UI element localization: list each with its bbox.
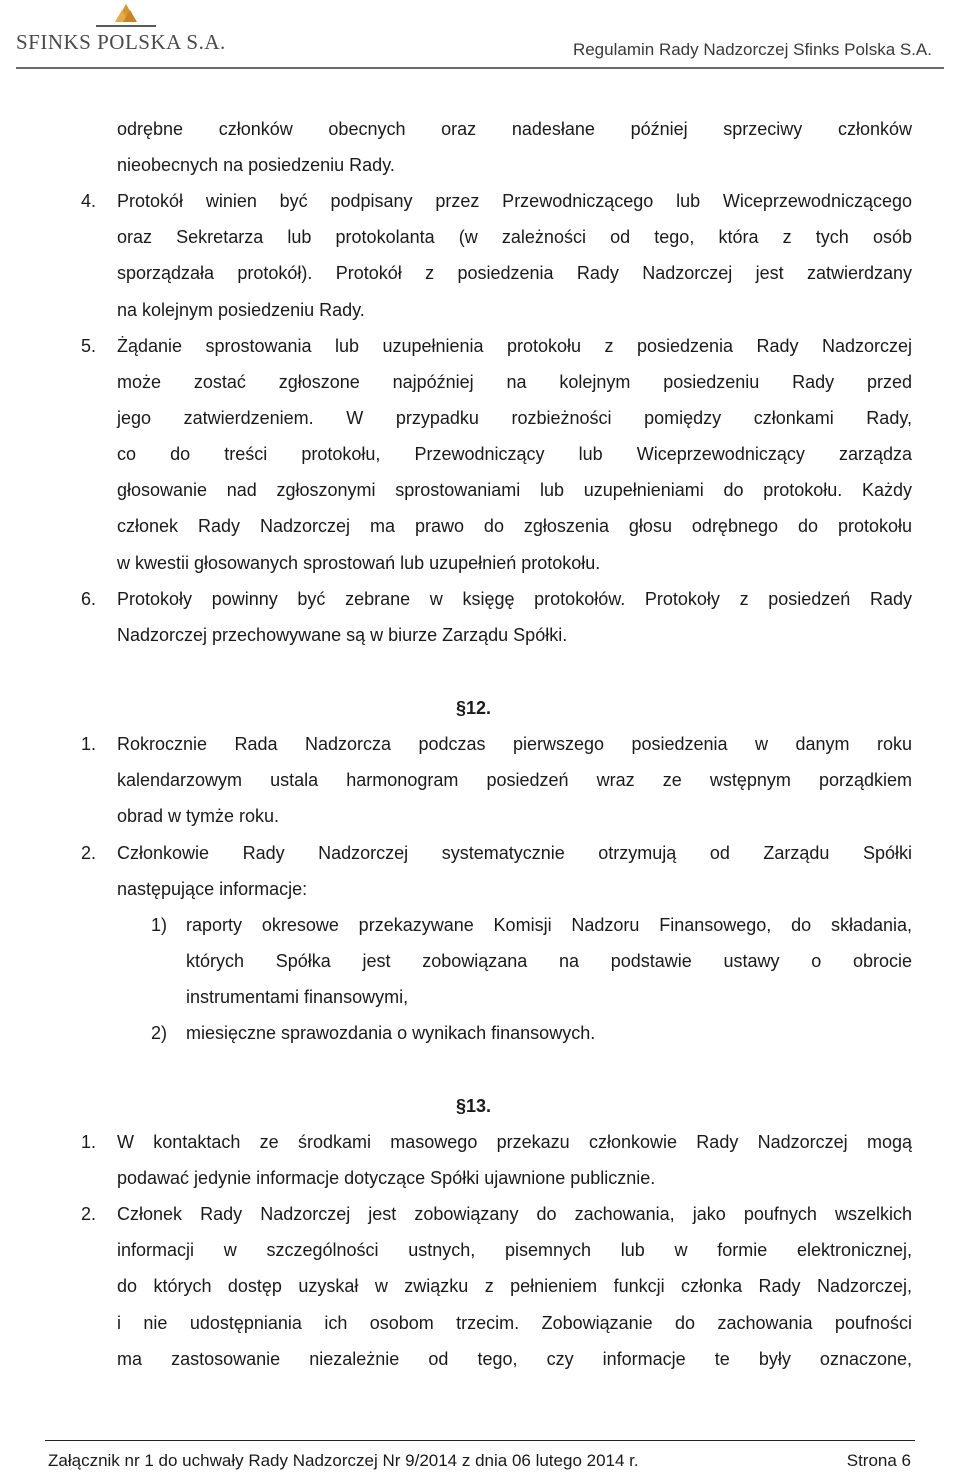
paragraph-line: kalendarzowym ustala harmonogram posiedzeń wraz ze wstępnym porządkiem [117, 770, 912, 790]
section-heading: §12. [456, 698, 492, 718]
list-number: 2. [81, 1204, 97, 1224]
paragraph-line: Rokrocznie Rada Nadzorcza podczas pierwszego posiedzenia w danym roku [117, 734, 912, 754]
list-number: 1. [81, 734, 97, 754]
section-heading: §13. [456, 1096, 492, 1116]
paragraph-line: podawać jedynie informacje dotyczące Spółki ujawnione publicznie. [117, 1168, 656, 1188]
list-number: 6. [81, 589, 97, 609]
paragraph-line: Żądanie sprostowania lub uzupełnienia protokołu z posiedzenia Rady Nadzorczej [117, 336, 912, 356]
section-sign: § [456, 698, 467, 718]
page-number: Strona 6 [846, 1451, 911, 1470]
paragraph-line: Członek Rady Nadzorczej jest zobowiązany do zachowania, jako poufnych wszelkich [117, 1204, 912, 1224]
document-header-title: Regulamin Rady Nadzorczej Sfinks Polska S.A. [572, 40, 932, 59]
paragraph-line: których Spółka jest zobowiązana na podstawie ustawy o obrocie [186, 951, 912, 971]
header-divider [16, 67, 944, 69]
list-number: 5. [81, 336, 97, 356]
sfinks-logo [16, 2, 236, 60]
paragraph-line: Członkowie Rady Nadzorczej systematycznie otrzymują od Zarządu Spółki [117, 843, 912, 863]
sublist-number: 1) [151, 915, 168, 935]
paragraph-line: jego zatwierdzeniem. W przypadku rozbieżności pomiędzy członkami Rady, [117, 408, 912, 428]
paragraph-line: Nadzorczej przechowywane są w biurze Zarządu Spółki. [117, 625, 568, 645]
paragraph-line: Protokół winien być podpisany przez Przewodniczącego lub Wiceprzewodniczącego [117, 191, 912, 211]
footer-divider [45, 1440, 915, 1441]
paragraph-line: obrad w tymże roku. [117, 806, 280, 826]
footer-attachment-note: Załącznik nr 1 do uchwały Rady Nadzorczej Nr 9/2014 z dnia 06 lutego 2014 r. [48, 1451, 639, 1470]
paragraph-line: informacji w szczególności ustnych, pisemnych lub w formie elektronicznej, [117, 1240, 912, 1260]
sfinks-logo-mark-icon [96, 2, 156, 30]
paragraph-line: co do treści protokołu, Przewodniczący lub Wiceprzewodniczący zarządza [117, 444, 912, 464]
paragraph-line: W kontaktach ze środkami masowego przekazu członkowie Rady Nadzorczej mogą [117, 1132, 912, 1152]
paragraph-line: raporty okresowe przekazywane Komisji Nadzoru Finansowego, do składania, [186, 915, 912, 935]
page-footer [0, 1420, 960, 1472]
list-number: 1. [81, 1132, 97, 1152]
list-number: 2. [81, 843, 97, 863]
paragraph-line: członek Rady Nadzorczej ma prawo do zgłoszenia głosu odrębnego do protokołu [117, 516, 912, 536]
paragraph-line: na kolejnym posiedzeniu Rady. [117, 300, 365, 320]
paragraph-line: instrumentami finansowymi, [186, 987, 409, 1007]
paragraph-line: głosowanie nad zgłoszonymi sprostowaniami lub uzupełnieniami do protokołu. Każdy [117, 480, 912, 500]
paragraph-line: oraz Sekretarza lub protokolanta (w zależności od tego, która z tych osób [117, 227, 912, 247]
paragraph-line: miesięczne sprawozdania o wynikach finansowych. [186, 1023, 596, 1043]
paragraph-line: sporządzała protokół). Protokół z posiedzenia Rady Nadzorczej jest zatwierdzany [117, 263, 912, 283]
list-number: 4. [81, 191, 97, 211]
sublist-number: 2) [151, 1023, 168, 1043]
paragraph-line: nieobecnych na posiedzeniu Rady. [117, 155, 395, 175]
paragraph-line: do których dostęp uzyskał w związku z pełnieniem funkcji członka Rady Nadzorczej, [117, 1276, 912, 1296]
paragraph-line: ma zastosowanie niezależnie od tego, czy informacje te były oznaczone, [117, 1349, 912, 1369]
paragraph-line: w kwestii głosowanych sprostowań lub uzupełnień protokołu. [117, 553, 601, 573]
logo-wordmark: SFINKS POLSKA S.A. [16, 30, 226, 54]
paragraph-line: Protokoły powinny być zebrane w księgę protokołów. Protokoły z posiedzeń Rady [117, 589, 912, 609]
paragraph-line: może zostać zgłoszone najpóźniej na kolejnym posiedzeniu Rady przed [117, 372, 912, 392]
page-header [0, 0, 960, 80]
paragraph-line: i nie udostępniania ich osobom trzecim. Zobowiązanie do zachowania poufności [117, 1313, 912, 1333]
paragraph-line: odrębne członków obecnych oraz nadesłane później sprzeciwy członków [117, 119, 912, 139]
paragraph-line: następujące informacje: [117, 879, 308, 899]
section-sign: § [456, 1096, 467, 1116]
